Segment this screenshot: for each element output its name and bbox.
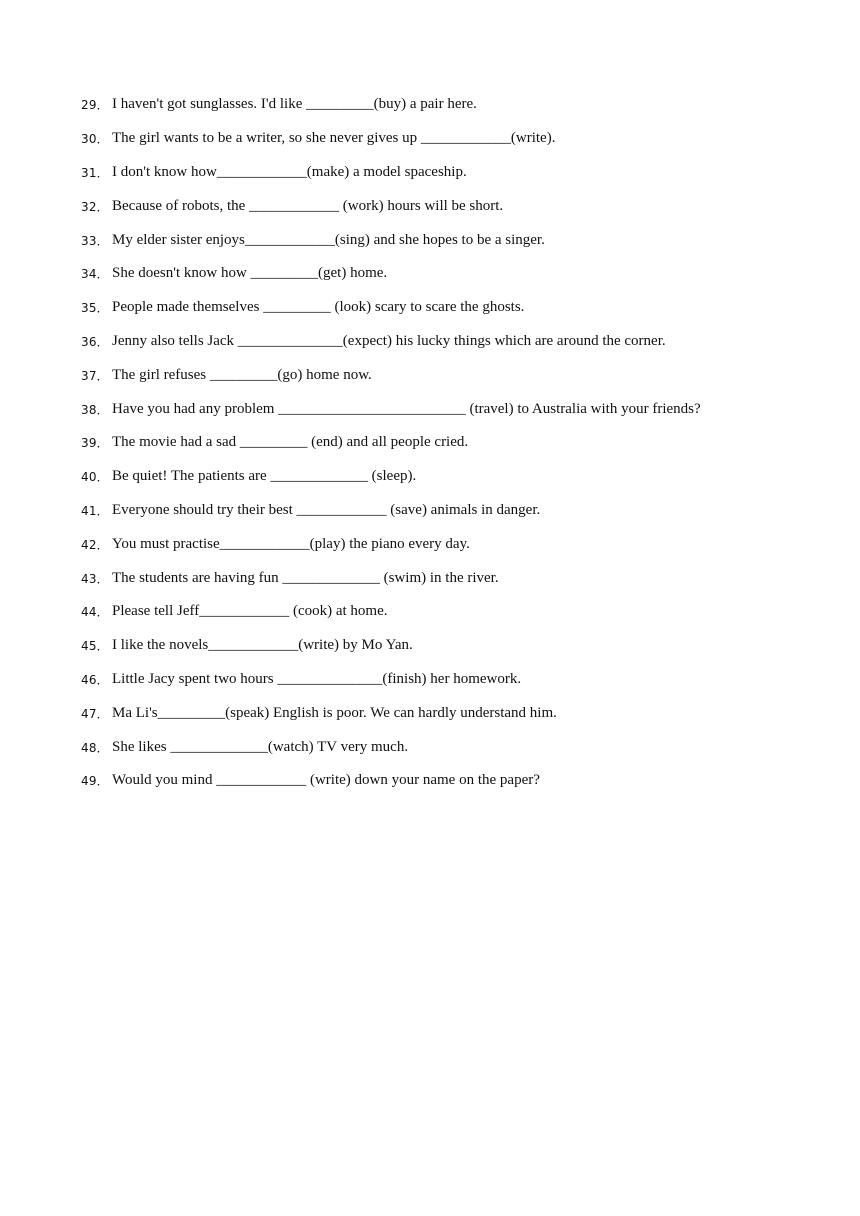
question-text: People made themselves _________ (look) scary to scare the ghosts. — [112, 299, 525, 316]
question-45 — [81, 629, 821, 663]
question-number: 37． — [81, 368, 109, 383]
question-number: 41． — [81, 503, 109, 518]
question-number: 32． — [81, 199, 109, 214]
question-number: 43． — [81, 571, 109, 586]
question-46 — [81, 663, 821, 697]
question-32 — [81, 189, 821, 223]
question-33 — [81, 223, 821, 257]
question-41 — [81, 494, 821, 528]
question-text: The girl wants to be a writer, so she never gives up ____________(write). — [112, 130, 556, 147]
question-number: 38． — [81, 402, 109, 417]
question-number: 34． — [81, 267, 109, 282]
question-number: 47． — [81, 706, 109, 721]
question-text: Be quiet! The patients are _____________ (sleep). — [112, 468, 417, 485]
question-number: 31． — [81, 165, 109, 180]
question-35 — [81, 291, 821, 325]
question-number: 29． — [81, 98, 109, 113]
question-text: She likes _____________(watch) TV very much. — [112, 738, 409, 755]
question-text: I like the novels____________(write) by Mo Yan. — [112, 637, 413, 654]
question-43 — [81, 561, 821, 595]
question-number: 45． — [81, 639, 109, 654]
question-text: Have you had any problem _________________________ (travel) to Australia with your friends? — [112, 400, 701, 417]
question-text: Please tell Jeff____________ (cook) at home. — [112, 603, 388, 620]
question-text: My elder sister enjoys____________(sing) and she hopes to be a singer. — [112, 231, 545, 248]
question-number: 44． — [81, 605, 109, 620]
question-number: 36． — [81, 334, 109, 349]
question-number: 48． — [81, 740, 109, 755]
question-text: The students are having fun _____________ (swim) in the river. — [112, 569, 499, 586]
question-48 — [81, 730, 821, 764]
question-42 — [81, 527, 821, 561]
question-number: 42． — [81, 537, 109, 552]
question-text: Little Jacy spent two hours ______________(finish) her homework. — [112, 670, 522, 687]
question-text: Everyone should try their best ____________ (save) animals in danger. — [112, 501, 541, 518]
question-text: Because of robots, the ____________ (work) hours will be short. — [112, 197, 504, 214]
question-text: I haven't got sunglasses. I'd like _________(buy) a pair here. — [112, 96, 477, 113]
question-number: 33． — [81, 233, 109, 248]
question-text: Would you mind ____________ (write) down your name on the paper? — [112, 772, 540, 789]
question-36 — [81, 325, 821, 359]
question-text: The movie had a sad _________ (end) and all people cried. — [112, 434, 469, 451]
question-text: Ma Li's_________(speak) English is poor. We can hardly understand him. — [112, 704, 557, 721]
question-29 — [81, 88, 821, 122]
question-number: 46． — [81, 672, 109, 687]
question-number: 39． — [81, 436, 109, 451]
question-49 — [81, 764, 821, 798]
question-number: 49． — [81, 774, 109, 789]
question-39 — [81, 426, 821, 460]
question-number: 40． — [81, 470, 109, 485]
question-30 — [81, 122, 821, 156]
question-text: You must practise____________(play) the piano every day. — [112, 535, 470, 552]
question-34 — [81, 257, 821, 291]
question-37 — [81, 358, 821, 392]
question-number: 35． — [81, 301, 109, 316]
question-31 — [81, 156, 821, 190]
question-44 — [81, 595, 821, 629]
question-number: 30． — [81, 132, 109, 147]
question-40 — [81, 460, 821, 494]
question-text: I don't know how____________(make) a model spaceship. — [112, 163, 467, 180]
question-47 — [81, 696, 821, 730]
question-text: She doesn't know how _________(get) home. — [112, 265, 388, 282]
question-text: Jenny also tells Jack ______________(expect) his lucky things which are around the corner. — [112, 332, 666, 349]
question-38 — [81, 392, 821, 426]
question-list — [81, 88, 821, 798]
question-text: The girl refuses _________(go) home now. — [112, 366, 372, 383]
